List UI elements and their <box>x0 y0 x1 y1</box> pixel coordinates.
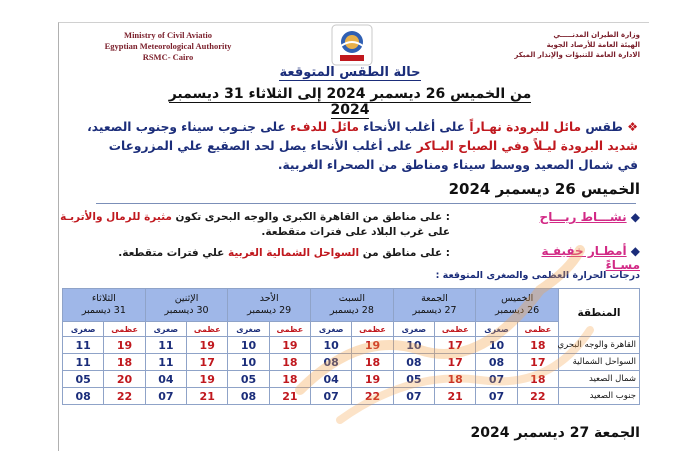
min-temp: 05 <box>63 371 104 388</box>
region-name: جنوب الصعيد <box>559 388 640 405</box>
max-temp: 22 <box>517 388 558 405</box>
header-en-line: RSMC- Cairo <box>142 52 194 62</box>
max-temp: 19 <box>187 371 228 388</box>
max-temp: 21 <box>187 388 228 405</box>
min-temp: 08 <box>63 388 104 405</box>
max-temp: 20 <box>104 371 145 388</box>
max-temp: 17 <box>435 337 476 354</box>
region-header: المنطقة <box>559 289 640 337</box>
min-temp: 10 <box>311 337 352 354</box>
max-temp: 22 <box>104 388 145 405</box>
min-temp: 04 <box>145 371 186 388</box>
max-temp: 21 <box>269 388 310 405</box>
day-header: الجمعة 27 ديسمبر <box>393 289 476 322</box>
temps-caption: درجات الحرارة العظمى والصغرى المتوقعة : <box>435 270 640 281</box>
day-header: الإثنين 30 ديسمبر <box>145 289 228 322</box>
min-temp: 10 <box>228 354 269 371</box>
max-temp: 18 <box>517 337 558 354</box>
table-row <box>63 337 640 354</box>
max-temp: 17 <box>435 354 476 371</box>
header-arabic <box>460 30 640 60</box>
min-temp: 07 <box>393 388 434 405</box>
region-name: السواحل الشمالية <box>559 354 640 371</box>
summary-paragraph: ❖ طقس مائل للبرودة نهـاراً على أغلب الأنحاء مائل للدفء على جنـوب سيناء وجنوب الصعيد، شديد البرودة ليـلاً وفي الصباح البـاكر على أغلب الأنحاء يصل لحد الصقيع علي المزروعات في شمال الصعيد ووسط سيناء ومناطق من الصحراء الغربية. <box>87 120 638 172</box>
min-temp: 05 <box>228 371 269 388</box>
region-name: القاهرة والوجه البحري <box>559 337 640 354</box>
max-temp: 19 <box>352 337 393 354</box>
min-temp: 10 <box>476 337 517 354</box>
header-ar-line: وزارة الطيران المدنـــــي <box>553 31 640 39</box>
min-temp: 08 <box>311 354 352 371</box>
day-header: الثلاثاء 31 ديسمبر <box>63 289 146 322</box>
max-temp: 21 <box>435 388 476 405</box>
document-title: حالة الطقس المتوقعة <box>279 65 421 80</box>
min-temp: 11 <box>63 337 104 354</box>
table-row <box>63 371 640 388</box>
min-temp: 07 <box>476 371 517 388</box>
min-header: صغرى <box>228 322 269 337</box>
max-temp: 19 <box>104 337 145 354</box>
max-temp: 18 <box>352 354 393 371</box>
min-temp: 08 <box>393 354 434 371</box>
min-header: صغرى <box>145 322 186 337</box>
max-temp: 17 <box>517 354 558 371</box>
min-header: صغرى <box>311 322 352 337</box>
min-temp: 10 <box>393 337 434 354</box>
max-header: عظمى <box>435 322 476 337</box>
max-header: عظمى <box>352 322 393 337</box>
min-temp: 08 <box>228 388 269 405</box>
forecast-period: من الخميس 26 ديسمبر 2024 إلى الثلاثاء 31 ديسمبر 2024 <box>168 86 532 118</box>
min-temp: 07 <box>145 388 186 405</box>
bullet-icon: ❖ <box>627 120 638 134</box>
divider <box>96 203 636 204</box>
authority-logo-icon <box>331 24 373 66</box>
bullet-icon: ◆ <box>626 244 640 258</box>
day-header: السبت 28 ديسمبر <box>311 289 394 322</box>
forecast-label-rain: ◆ أمطـار خفيفـة مسـاءً <box>541 244 640 272</box>
min-temp: 08 <box>476 354 517 371</box>
max-header: عظمى <box>104 322 145 337</box>
max-header: عظمى <box>187 322 228 337</box>
bullet-icon: ◆ <box>626 210 640 224</box>
max-temp: 19 <box>187 337 228 354</box>
max-temp: 17 <box>187 354 228 371</box>
day-header: الأحد 29 ديسمبر <box>228 289 311 322</box>
max-temp: 18 <box>435 371 476 388</box>
max-temp: 18 <box>104 354 145 371</box>
max-temp: 18 <box>517 371 558 388</box>
min-temp: 11 <box>63 354 104 371</box>
min-temp: 07 <box>476 388 517 405</box>
forecast-text-wind: : على مناطق من القاهرة الكبرى والوجه البحرى تكون مثيرة للرمال والأتربـة على غرب البلاد على فترات متقطعة. <box>60 211 450 238</box>
max-temp: 18 <box>269 354 310 371</box>
header-en-line: Egyptian Meteorological Authority <box>104 41 232 51</box>
header-en-line: Ministry of Civil Aviatio <box>124 30 212 40</box>
day-header: الخميس 26 ديسمبر <box>476 289 559 322</box>
header-ar-line: الادارة العامة للتنبؤات والإنذار المبكر <box>514 51 640 59</box>
header-english <box>78 30 258 63</box>
min-temp: 07 <box>311 388 352 405</box>
min-header: صغرى <box>393 322 434 337</box>
day2-heading: الجمعة 27 ديسمبر 2024 <box>470 425 640 441</box>
max-header: عظمى <box>517 322 558 337</box>
forecast-text-rain: : على مناطق من السواحل الشمالية الغربية علي فترات متقطعة. <box>118 247 450 259</box>
max-temp: 18 <box>269 371 310 388</box>
min-temp: 11 <box>145 354 186 371</box>
min-header: صغرى <box>63 322 104 337</box>
max-temp: 22 <box>352 388 393 405</box>
temperature-table <box>62 288 640 405</box>
header-ar-line: الهيئة العامة للأرصاد الجوية <box>546 41 640 49</box>
forecast-label-wind: ◆ نشـــاط ريـــاح <box>539 210 640 224</box>
max-header: عظمى <box>269 322 310 337</box>
region-name: شمال الصعيد <box>559 371 640 388</box>
min-temp: 10 <box>228 337 269 354</box>
min-temp: 04 <box>311 371 352 388</box>
table-row <box>63 354 640 371</box>
max-temp: 19 <box>352 371 393 388</box>
day1-heading: الخميس 26 ديسمبر 2024 <box>448 180 640 198</box>
max-temp: 19 <box>269 337 310 354</box>
min-temp: 05 <box>393 371 434 388</box>
min-header: صغرى <box>476 322 517 337</box>
min-temp: 11 <box>145 337 186 354</box>
table-row <box>63 388 640 405</box>
